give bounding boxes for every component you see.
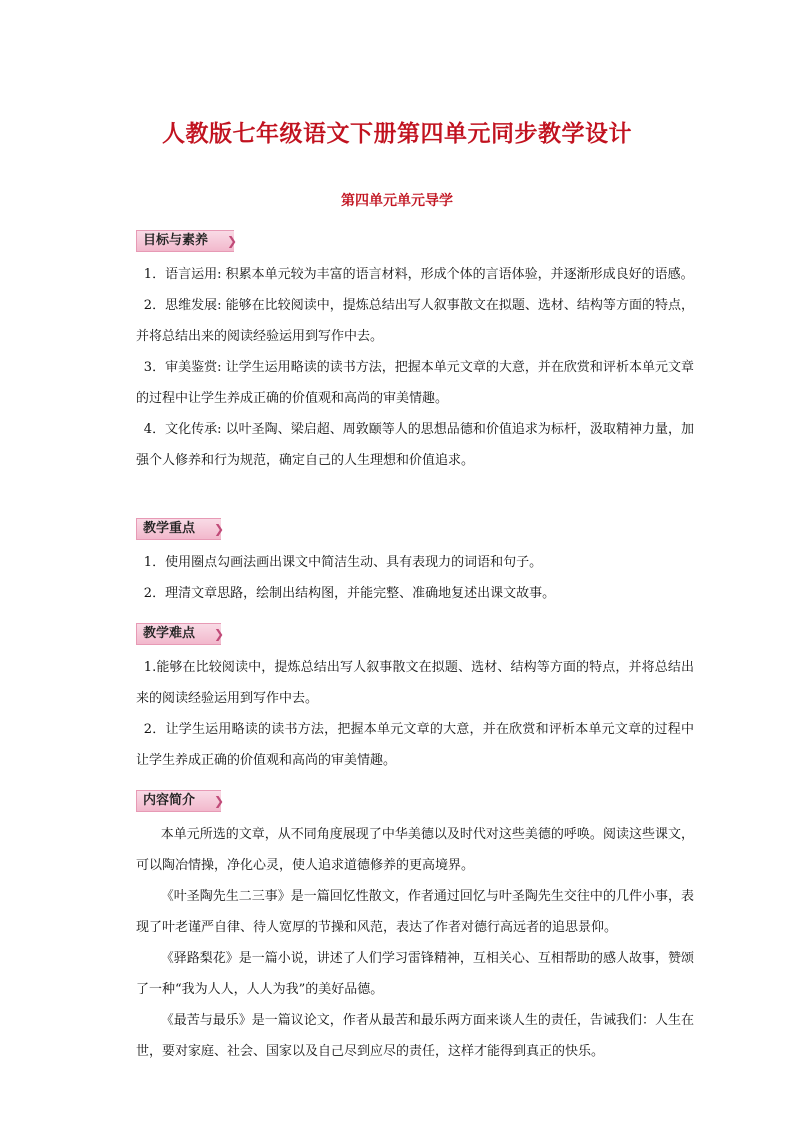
section-key-points xyxy=(136,512,694,609)
key-point-item: 2．理清文章思路，绘制出结构图，并能完整、准确地复述出课文故事。 xyxy=(143,586,556,601)
summary-paragraph: 《叶圣陶先生二三事》是一篇回忆性散文，作者通过回忆与叶圣陶先生交往中的几件小事，表现了叶老谨严自律、待人宽厚的节操和风范，表达了作者对德行高远者的追思景仰。 xyxy=(136,889,694,935)
section-goals xyxy=(136,224,694,476)
section-tag-goals xyxy=(136,230,238,252)
double-chevron-icon: ❯ xyxy=(226,234,238,248)
section-tag-label: 内容简介 xyxy=(143,793,196,808)
section-tag-difficulties xyxy=(136,623,225,645)
section-summary xyxy=(136,784,694,1067)
goal-item: 3．审美鉴赏: 让学生运用略读的读书方法，把握本单元文章的大意，并在欣赏和评析本单元文章的过程中让学生养成正确的价值观和高尚的审美情趣。 xyxy=(136,360,694,406)
document-title: 人教版七年级语文下册第四单元同步教学设计 xyxy=(162,121,632,147)
section-difficulties xyxy=(136,617,694,776)
summary-paragraph: 《最苦与最乐》是一篇议论文，作者从最苦和最乐两方面来谈人生的责任，告诫我们：人生在世，要对家庭、社会、国家以及自己尽到应尽的责任，这样才能得到真正的快乐。 xyxy=(136,1013,694,1059)
section-tag-key-points xyxy=(136,518,225,540)
goal-item: 4．文化传承: 以叶圣陶、梁启超、周敦颐等人的思想品德和价值追求为标杆，汲取精神力量，加强个人修养和行为规范，确定自己的人生理想和价值追求。 xyxy=(136,422,694,468)
section-tag-label: 教学重点 xyxy=(143,521,196,536)
goal-item: 2．思维发展: 能够在比较阅读中，提炼总结出写人叙事散文在拟题、选材、结构等方面的特点，并将总结出来的阅读经验运用到写作中去。 xyxy=(136,298,694,344)
section-tag-summary xyxy=(136,790,225,812)
summary-paragraph: 本单元所选的文章，从不同角度展现了中华美德以及时代对这些美德的呼唤。阅读这些课文，可以陶冶情操，净化心灵，使人追求道德修养的更高境界。 xyxy=(136,827,694,873)
double-chevron-icon: ❯ xyxy=(213,627,225,641)
section-tag-label: 教学难点 xyxy=(143,626,196,641)
summary-paragraph: 《驿路梨花》是一篇小说，讲述了人们学习雷锋精神，互相关心、互相帮助的感人故事，赞颂了一种“我为人人，人人为我”的美好品德。 xyxy=(136,951,694,997)
key-point-item: 1．使用圈点勾画法画出课文中简洁生动、具有表现力的词语和句子。 xyxy=(143,555,543,570)
double-chevron-icon: ❯ xyxy=(213,794,225,808)
difficulty-item: 1.能够在比较阅读中，提炼总结出写人叙事散文在拟题、选材、结构等方面的特点，并将总结出来的阅读经验运用到写作中去。 xyxy=(136,660,694,706)
unit-subtitle: 第四单元单元导学 xyxy=(341,193,453,209)
goal-item: 1．语言运用: 积累本单元较为丰富的语言材料，形成个体的言语体验，并逐渐形成良好的语感。 xyxy=(143,267,694,282)
section-tag-label: 目标与素养 xyxy=(143,233,209,248)
difficulty-item: 2．让学生运用略读的读书方法，把握本单元文章的大意，并在欣赏和评析本单元文章的过程中让学生养成正确的价值观和高尚的审美情趣。 xyxy=(136,722,694,768)
double-chevron-icon: ❯ xyxy=(213,522,225,536)
